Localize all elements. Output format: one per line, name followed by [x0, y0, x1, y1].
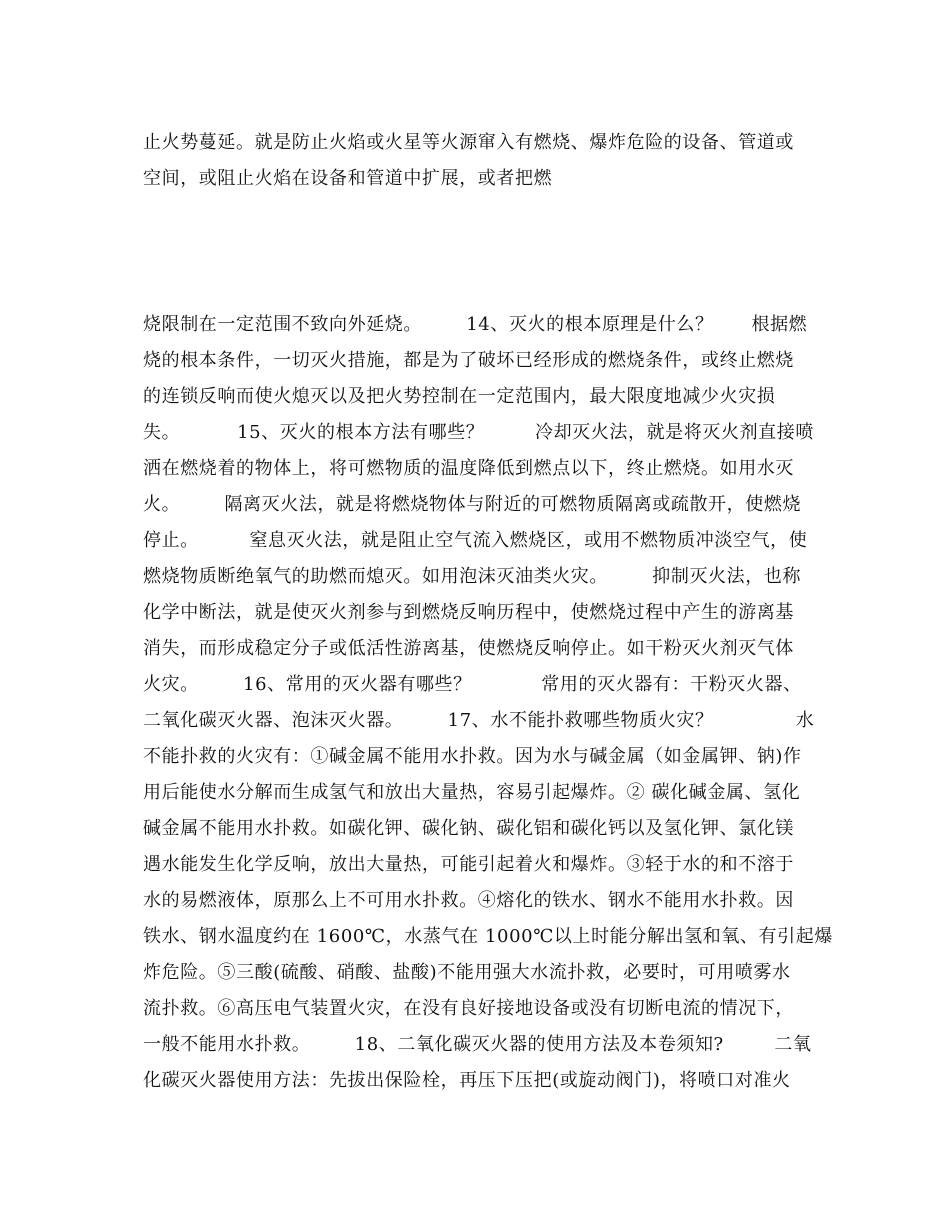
text-line: 碱金属不能用水扑救。如碳化钾、碳化钠、碳化铝和碳化钙以及氢化钾、氯化镁: [143, 818, 794, 839]
text-line: 停止。 窒息灭火法，就是阻止空气流入燃烧区，或用不燃物质冲淡空气，使: [143, 530, 808, 551]
text-line: 化学中断法，就是使灭火剂参与到燃烧反响历程中，使燃烧过程中产生的游离基: [143, 602, 794, 623]
text-line: 空间，或阻止火焰在设备和管道中扩展，或者把燃: [143, 168, 553, 189]
text-line: 火。 隔离灭火法，就是将燃烧物体与附近的可燃物质隔离或疏散开，使燃烧: [143, 494, 802, 515]
text-line: 火灾。 16、常用的灭火器有哪些？ 常用的灭火器有：干粉灭火器、: [143, 674, 802, 695]
text-line: 遇水能发生化学反响，放出大量热，可能引起着火和爆炸。③轻于水的和不溶于: [143, 854, 794, 875]
text-line: 用后能使水分解而生成氢气和放出大量热，容易引起爆炸。② 碳化碱金属、氢化: [143, 782, 801, 803]
text-line: 烧的根本条件，一切灭火措施，都是为了破坏已经形成的燃烧条件，或终止燃烧: [143, 350, 794, 371]
text-line: 烧限制在一定范围不致向外延烧。 14、灭火的根本原理是什么？ 根据燃: [143, 314, 808, 335]
text-line: 不能扑救的火灾有：①碱金属不能用水扑救。因为水与碱金属（如金属钾、钠)作: [143, 746, 802, 767]
text-line: 洒在燃烧着的物体上，将可燃物质的温度降低到燃点以下，终止燃烧。如用水灭: [143, 458, 794, 479]
text-line: 止火势蔓延。就是防止火焰或火星等火源窜入有燃烧、爆炸危险的设备、管道或: [143, 132, 794, 153]
text-line: 失。 15、灭火的根本方法有哪些？ 冷却灭火法，就是将灭火剂直接喷: [143, 422, 814, 443]
text-line: 流扑救。⑥高压电气装置火灾，在没有良好接地设备或没有切断电流的情况下，: [143, 998, 794, 1019]
text-line: 二氧化碳灭火器、泡沫灭火器。 17、水不能扑救哪些物质火灾？ 水: [143, 710, 815, 731]
text-line: 化碳灭火器使用方法：先拔出保险栓，再压下压把(或旋动阀门)，将喷口对准火: [143, 1070, 791, 1091]
text-line: 燃烧物质断绝氧气的助燃而熄灭。如用泡沫灭油类火灾。 抑制灭火法，也称: [143, 566, 802, 587]
text-line: 铁水、钢水温度约在 1600℃，水蒸气在 1000℃以上时能分解出氢和氧、有引起爆: [143, 926, 833, 947]
text-line: 的连锁反响而使火熄灭以及把火势控制在一定范围内，最大限度地减少火灾损: [143, 386, 776, 407]
text-line: 消失，而形成稳定分子或低活性游离基，使燃烧反响停止。如干粉灭火剂灭气体: [143, 638, 794, 659]
text-line: 一般不能用水扑救。 18、二氧化碳灭火器的使用方法及本卷须知? 二氧: [143, 1034, 812, 1055]
text-line: 水的易燃液体，原那么上不可用水扑救。④熔化的铁水、钢水不能用水扑救。因: [143, 890, 794, 911]
text-line: 炸危险。⑤三酸(硫酸、硝酸、盐酸)不能用强大水流扑救，必要时，可用喷雾水: [143, 962, 791, 983]
